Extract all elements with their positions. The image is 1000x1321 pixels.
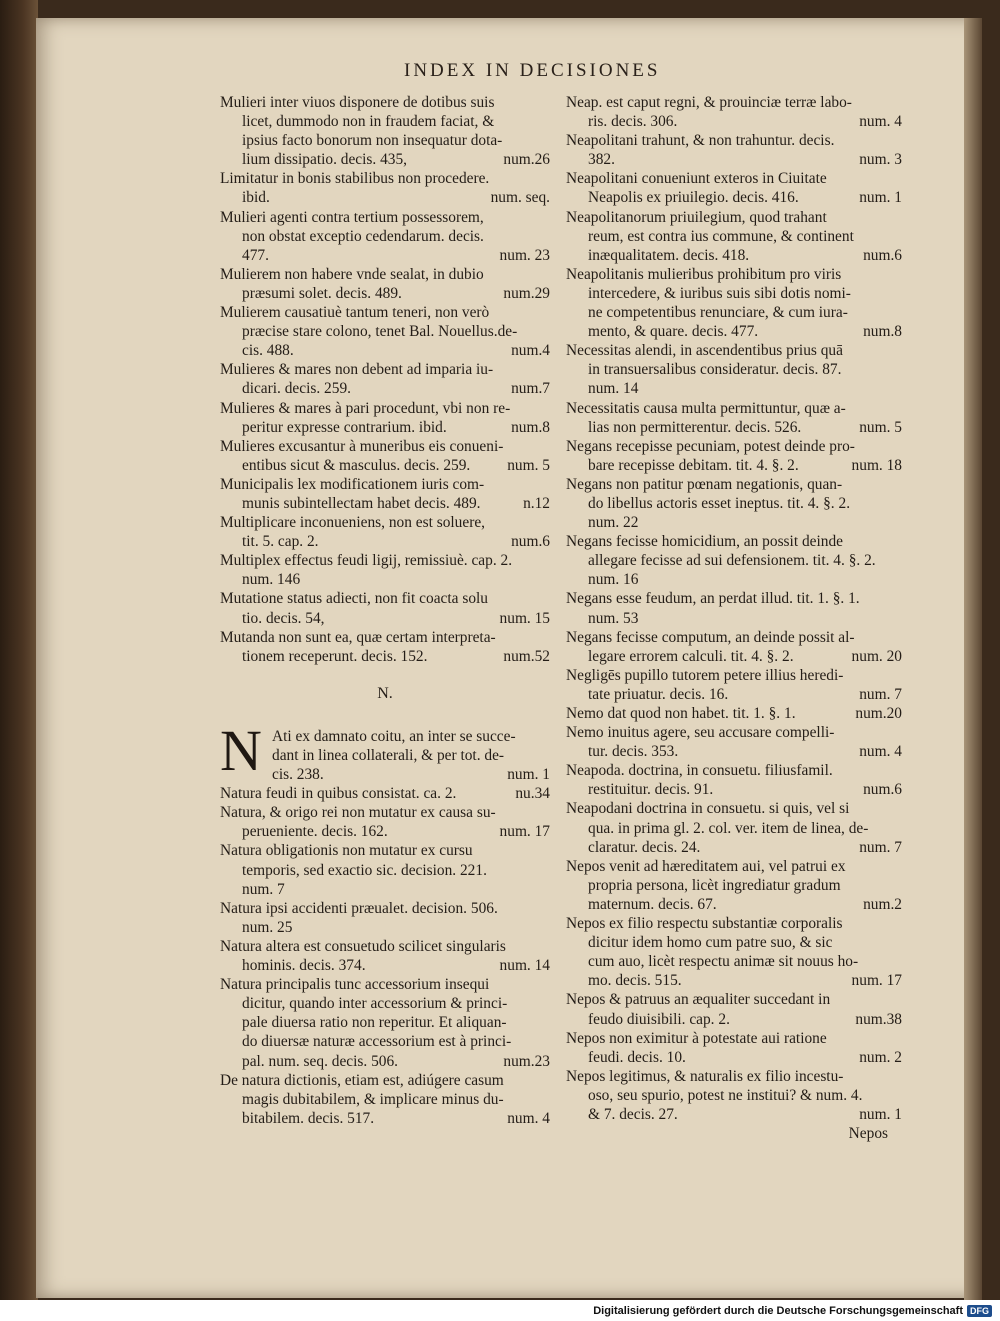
index-entry [220, 628, 550, 666]
entry-line: præcise stare colono, tenet Bal. Nouellus.de- [242, 323, 518, 341]
entry-num: num.29 [503, 284, 550, 302]
book-spine [0, 0, 38, 1300]
entry-line: intercedere, & iuribus suis sibi dotis nomi- [588, 284, 851, 302]
entry-line: Mulieres & mares à pari procedunt, vbi non re- [220, 399, 511, 417]
entry-line: Neapodani doctrina in consuetu. si quis, vel si [566, 800, 850, 818]
index-entry [566, 589, 902, 627]
entry-num: num.8 [863, 323, 902, 341]
entry-last-line [220, 1109, 550, 1128]
entry-num: num. 7 [859, 838, 902, 856]
footer-bar [0, 1300, 1000, 1321]
entry-line: do diuersæ naturæ accessorium est à princi- [242, 1033, 512, 1051]
entry-last-line [566, 1105, 902, 1124]
entry-line: Limitatur in bonis stabilibus non procedere. [220, 170, 490, 188]
entry-num: num.38 [855, 1010, 902, 1028]
index-entry [566, 532, 902, 589]
entry-last-line [220, 341, 550, 360]
entry-num: num. 1 [859, 189, 902, 207]
entry-last-line [220, 494, 550, 513]
entry-num: num.23 [503, 1052, 550, 1070]
entry-last-line [566, 685, 902, 704]
entry-ref: tionem receperunt. decis. 152. [242, 647, 428, 665]
entry-last-line [220, 246, 550, 265]
index-entry [566, 666, 902, 704]
entry-ref: num. 14 [588, 380, 639, 398]
entry-ref: num. 25 [242, 918, 293, 936]
entry-ref: tit. 5. cap. 2. [242, 533, 319, 551]
entry-line: Negans non patitur pœnam negationis, quan- [566, 475, 843, 493]
entry-num: num.2 [863, 895, 902, 913]
index-entry [566, 399, 902, 437]
entry-num: num. 4 [859, 743, 902, 761]
entry-last-line [220, 956, 550, 975]
entry-last-line [566, 780, 902, 799]
entry-ref: tur. decis. 353. [588, 743, 679, 761]
entry-last-line [566, 246, 902, 265]
entry-ref: inæqualitatem. decis. 418. [588, 246, 750, 264]
index-entry [566, 208, 902, 265]
index-entry [220, 208, 550, 265]
entry-num: num. 4 [859, 113, 902, 131]
entry-ref: feudo diuisibili. cap. 2. [588, 1010, 730, 1028]
entry-line: Mulierem causatiuè tantum teneri, non verò [220, 304, 490, 322]
entry-ref: peritur expresse contrarium. ibid. [242, 418, 447, 436]
entry-last-line [566, 895, 902, 914]
entry-line: Negans recepisse pecuniam, potest deinde pro- [566, 437, 855, 455]
entry-line: Negans esse feudum, an perdat illud. tit. 1. §. 1. [566, 590, 860, 608]
entry-ref: mento, & quare. decis. 477. [588, 323, 759, 341]
entry-num: num.52 [503, 647, 550, 665]
index-entry [220, 303, 550, 360]
entry-line: Mulieri agenti contra tertium possessorem, [220, 208, 484, 226]
index-entry [566, 857, 902, 914]
entry-ref: Neapolis ex priuilegio. decis. 416. [588, 189, 799, 207]
entry-last-line [220, 418, 550, 437]
entry-line: Neapolitani conueniunt exteros in Ciuitate [566, 170, 827, 188]
entry-ref: num. 22 [588, 514, 639, 532]
entry-ref: tate priuatur. decis. 16. [588, 685, 729, 703]
entry-num: num.6 [511, 533, 550, 551]
entry-line: Neap. est caput regni, & prouinciæ terræ labo- [566, 94, 852, 111]
entry-line: Mulieres & mares non debent ad imparia iu- [220, 361, 494, 379]
entry-last-line [566, 704, 902, 723]
entry-line: Nepos ex filio respectu substantiæ corporalis [566, 915, 843, 933]
entry-line: Neapolitanorum priuilegium, quod trahant [566, 208, 827, 226]
entry-ref: munis subintellectam habet decis. 489. [242, 494, 481, 512]
entry-ref: tio. decis. 54, [242, 609, 325, 627]
index-entry [220, 475, 550, 513]
entry-ref: ris. decis. 306. [588, 113, 678, 131]
entry-num: num.4 [511, 342, 550, 360]
entry-last-line [220, 284, 550, 303]
entry-num: num.6 [863, 781, 902, 799]
entry-ref: bare recepisse debitam. tit. 4. §. 2. [588, 456, 799, 474]
entry-last-line [220, 1052, 550, 1071]
section-letter: N. [377, 684, 393, 702]
index-entry [220, 841, 550, 898]
entry-line: Negans fecisse homicidium, an possit deinde [566, 533, 843, 551]
entry-last-line [220, 609, 550, 628]
entry-line: Mulieres excusantur à muneribus eis conueni- [220, 437, 504, 455]
index-entry [220, 265, 550, 303]
entry-last-line [220, 880, 550, 899]
entry-line: Nemo inuitus agere, seu accusare compelli- [566, 724, 835, 742]
index-entry [220, 399, 550, 437]
entry-line: Natura obligationis non mutatur ex cursu [220, 842, 473, 860]
entry-last-line [566, 513, 902, 532]
index-entry [566, 1029, 902, 1067]
entry-last-line [566, 838, 902, 857]
index-entry [566, 990, 902, 1028]
entry-last-line [566, 418, 902, 437]
entry-ref: num. 16 [588, 571, 639, 589]
entry-line: Necessitatis causa multa permittuntur, quæ a- [566, 399, 846, 417]
entry-num: num. 2 [859, 1048, 902, 1066]
entry-line: dicitur, quando inter accessorium & princi- [242, 995, 508, 1013]
index-entry [566, 437, 902, 475]
entry-line: Ati ex damnato coitu, an inter se succe- [272, 727, 516, 745]
entry-ref: claratur. decis. 24. [588, 838, 701, 856]
entry-line: De natura dictionis, etiam est, adiúgere casum [220, 1071, 504, 1089]
entry-last-line [220, 456, 550, 475]
entry-num: num.26 [503, 151, 550, 169]
index-entry [566, 475, 902, 532]
entry-line: reum, est contra ius commune, & continent [588, 227, 854, 245]
entry-last-line [566, 150, 902, 169]
entry-last-line [566, 1048, 902, 1067]
entry-last-line [220, 379, 550, 398]
index-entry [566, 723, 902, 761]
entry-line: Municipalis lex modificationem iuris com- [220, 475, 485, 493]
entry-line: in transuersalibus consideratur. decis. 87. [588, 361, 842, 379]
entry-last-line [220, 918, 550, 937]
entry-last-line [566, 379, 902, 398]
entry-line: non obstat exceptio cedendarum. decis. [242, 227, 484, 245]
index-entry [220, 1071, 550, 1128]
entry-num: num. 1 [859, 1105, 902, 1123]
entry-last-line [220, 188, 550, 207]
entry-line: Neapoda. doctrina, in consuetu. filiusfamil. [566, 762, 833, 780]
entry-line: oso, seu spurio, potest ne institui? & num. 4. [588, 1086, 863, 1104]
entry-line: Natura, & origo rei non mutatur ex causa su- [220, 804, 496, 822]
entry-line: Mulierem non habere vnde sealat, in dubio [220, 265, 484, 283]
entry-last-line [220, 570, 550, 589]
entry-ref: hominis. decis. 374. [242, 957, 366, 975]
entry-num: num. 5 [859, 418, 902, 436]
entry-last-line [566, 609, 902, 628]
dropcap-entry [220, 717, 550, 784]
entry-ref: pal. num. seq. decis. 506. [242, 1052, 399, 1070]
index-entry [566, 341, 902, 398]
entry-last-line [220, 784, 550, 803]
index-entry [220, 437, 550, 475]
index-entry [220, 93, 550, 169]
entry-line: Mulieri inter viuos disponere de dotibus suis [220, 94, 495, 111]
index-entry [220, 937, 550, 975]
entry-ref: maternum. decis. 67. [588, 895, 717, 913]
entry-num: num. 18 [851, 456, 902, 474]
entry-last-line [220, 822, 550, 841]
index-entry [220, 513, 550, 551]
index-entry [566, 704, 902, 723]
entry-ref: restituitur. decis. 91. [588, 781, 714, 799]
index-entry [566, 169, 902, 207]
entry-line: Nepos legitimus, & naturalis ex filio incestu- [566, 1067, 844, 1085]
entry-ref: Natura feudi in quibus consistat. ca. 2. [220, 785, 457, 803]
entry-ref: ibid. [242, 189, 270, 207]
entry-num: num. 3 [859, 151, 902, 169]
entry-line: Mutatione status adiecti, non fit coacta solu [220, 590, 488, 608]
index-entry [220, 589, 550, 627]
entry-line: Necessitas alendi, in ascendentibus prius quā [566, 342, 843, 360]
entry-ref: lium dissipatio. decis. 435, [242, 151, 408, 169]
index-entry [220, 784, 550, 803]
index-entry [566, 628, 902, 666]
entry-ref: 382. [588, 151, 615, 169]
entry-ref: mo. decis. 515. [588, 972, 682, 990]
index-entry [220, 975, 550, 1070]
index-entry [220, 899, 550, 937]
entry-ref: num. 53 [588, 609, 639, 627]
entry-line: ipsius facto bonorum non insequatur dota- [242, 132, 503, 150]
entry-num: num. 20 [851, 647, 902, 665]
index-entry [566, 93, 902, 131]
entry-ref: & 7. decis. 27. [588, 1105, 678, 1123]
index-entry [566, 1067, 902, 1124]
dfg-logo: DFG [967, 1305, 992, 1317]
entry-line: Neapolitanis mulieribus prohibitum pro viris [566, 265, 842, 283]
entry-last-line [272, 765, 550, 784]
entry-last-line [566, 456, 902, 475]
left-column [220, 93, 550, 1128]
entry-last-line [566, 570, 902, 589]
entry-num: num.20 [855, 705, 902, 722]
dropcap-letter: N [220, 717, 262, 783]
entry-ref: num. 7 [242, 880, 285, 898]
entry-ref: entibus sicut & masculus. decis. 259. [242, 456, 471, 474]
entry-last-line [566, 742, 902, 761]
index-entry [220, 360, 550, 398]
entry-last-line [566, 1010, 902, 1029]
page-edge [964, 18, 982, 1318]
entry-num: num. 4 [507, 1109, 550, 1127]
catchword: Nepos [848, 1125, 888, 1143]
entry-num: num.6 [863, 246, 902, 264]
entry-num: n.12 [523, 494, 550, 512]
index-entry [566, 761, 902, 799]
entry-line: Nepos & patruus an æqualiter succedant in [566, 991, 831, 1009]
entry-ref: cis. 488. [242, 342, 294, 360]
entry-line: Natura principalis tunc accessorium insequi [220, 976, 490, 994]
entry-line: allegare fecisse ad sui defensionem. tit. 4. §. 2. [588, 552, 876, 570]
index-entry [566, 131, 902, 169]
index-entry [220, 803, 550, 841]
entry-line: ne competentibus renunciare, & cum iura- [588, 304, 848, 322]
entry-ref: bitabilem. decis. 517. [242, 1109, 375, 1127]
entry-last-line [566, 971, 902, 990]
entry-ref: lias non permitterentur. decis. 526. [588, 418, 802, 436]
entry-ref: num. 146 [242, 571, 301, 589]
entry-last-line [566, 188, 902, 207]
entry-line: temporis, sed exactio sic. decision. 221. [242, 861, 487, 879]
entry-line: pale diuersa ratio non reperitur. Et aliquan- [242, 1014, 507, 1032]
entry-line: Nepos venit ad hæreditatem aui, vel patrui ex [566, 857, 846, 875]
entry-last-line [220, 150, 550, 169]
index-entry [566, 914, 902, 990]
index-entry [566, 265, 902, 341]
entry-ref: perueniente. decis. 162. [242, 823, 388, 841]
entry-num: num. 23 [499, 246, 550, 264]
entry-num: num. 15 [499, 609, 550, 627]
entry-line: Natura ipsi accidenti præualet. decision. 506. [220, 899, 498, 917]
entry-line: Negligēs pupillo tutorem petere illius heredi- [566, 666, 844, 684]
entry-last-line [566, 322, 902, 341]
entry-num: num. 14 [499, 957, 550, 975]
entry-last-line [566, 647, 902, 666]
entry-ref: feudi. decis. 10. [588, 1048, 686, 1066]
entry-line: Multiplicare inconueniens, non est soluere, [220, 514, 485, 532]
entry-last-line [566, 112, 902, 131]
entry-ref: Nemo dat quod non habet. tit. 1. §. 1. [566, 705, 796, 722]
entry-line: Neapolitani trahunt, & non trahuntur. decis. [566, 132, 835, 150]
entry-ref: præsumi solet. decis. 489. [242, 284, 402, 302]
entry-line: licet, dummodo non in fraudem faciat, & [242, 113, 495, 131]
index-entry [220, 551, 550, 589]
index-entry [220, 169, 550, 207]
entry-num: num. 5 [507, 456, 550, 474]
entry-line: Nepos non eximitur à potestate aui ratione [566, 1029, 827, 1047]
entry-line: Mutanda non sunt ea, quæ certam interpreta- [220, 628, 496, 646]
entry-num: num. 7 [859, 685, 902, 703]
entry-num: num.8 [511, 418, 550, 436]
entry-line: dant in linea collaterali, & per tot. de- [272, 747, 505, 764]
entry-line: magis dubitabilem, & implicare minus du- [242, 1090, 504, 1108]
entry-num: num. 1 [507, 766, 550, 784]
entry-line: dicitur idem homo cum patre suo, & sic [588, 934, 833, 952]
entry-num: num. 17 [851, 972, 902, 990]
entry-num: num. 17 [499, 823, 550, 841]
entry-line: propria persona, licèt ingrediatur gradum [588, 876, 841, 894]
entry-last-line [220, 647, 550, 666]
entry-ref: 477. [242, 246, 269, 264]
entry-ref: legare errorem calculi. tit. 4. §. 2. [588, 647, 794, 665]
entry-num: nu.34 [515, 785, 550, 803]
entry-num: num.7 [511, 380, 550, 398]
entry-num: num. seq. [490, 189, 550, 207]
entry-line: Multiplex effectus feudi ligij, remissiuè. cap. 2. [220, 552, 513, 570]
entry-ref: cis. 238. [272, 766, 324, 784]
index-entry [566, 799, 902, 856]
entry-line: Negans fecisse computum, an deinde possit al- [566, 628, 855, 646]
right-column [566, 93, 902, 1143]
entry-ref: dicari. decis. 259. [242, 380, 351, 398]
running-header: INDEX IN DECISIONES [404, 60, 661, 81]
entry-last-line [220, 532, 550, 551]
footer-text: Digitalisierung gefördert durch die Deutsche Forschungsgemeinschaft [593, 1304, 963, 1317]
entry-line: do libellus actoris esset ineptus. tit. 4. §. 2. [588, 494, 851, 512]
entry-line: qua. in prima gl. 2. col. ver. item de linea, de- [588, 819, 869, 837]
entry-line: Natura altera est consuetudo scilicet singularis [220, 937, 506, 955]
entry-line: cum auo, licèt respectu animæ sit nouus ho- [588, 953, 859, 971]
